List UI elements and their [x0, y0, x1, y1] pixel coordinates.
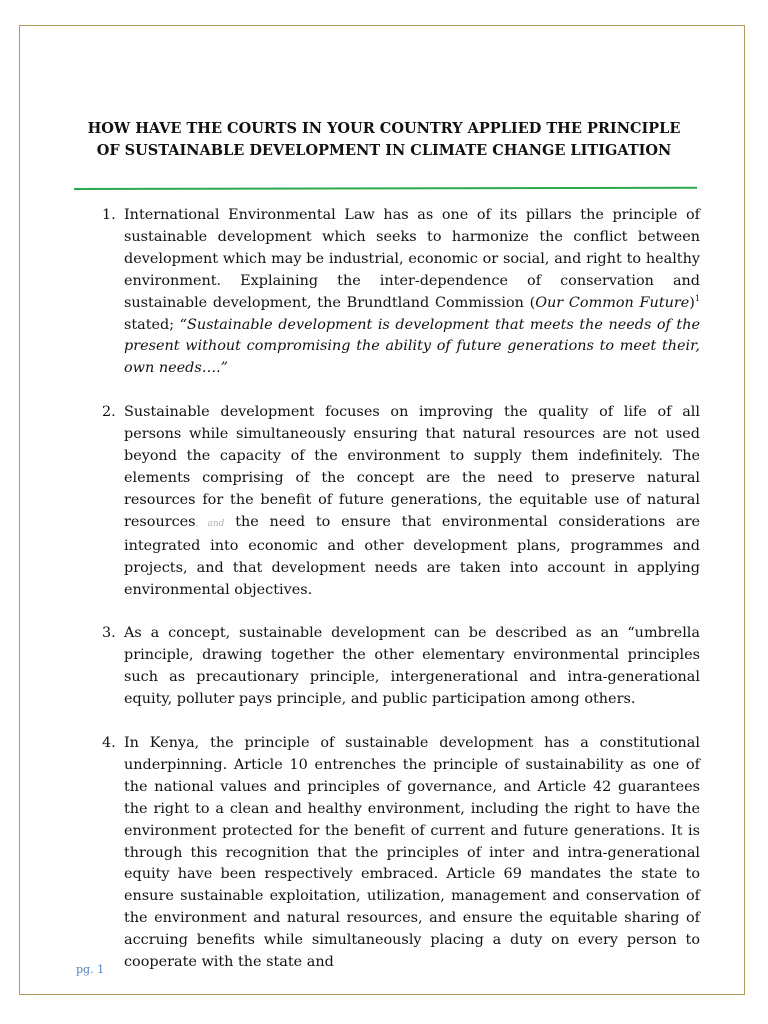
footnote-marker[interactable]: 1	[694, 293, 700, 303]
paragraph-number: 4.	[102, 735, 116, 752]
paragraph-text: )	[689, 294, 695, 311]
paragraph-number: 1.	[102, 207, 116, 223]
page-number: pg. 1	[76, 963, 105, 976]
title-line-2: OF SUSTAINABLE DEVELOPMENT IN CLIMATE CHANGE LITIGATION	[96, 142, 672, 159]
paragraph-text: In Kenya, the principle of sustainable development has a constitutional underpinning. Article 10 entrenches the principle of sustainability as one of the national values and principles of governance, and Article 42 guarantees the right to a clean and healthy environment, including the right to have the environment protected for the benefit of current and future generations. It is through this recognition that the principles of inter and intra-generational equity have been respectively embraced. Article 69 mandates the state to ensure sustainable exploitation, utilization, management and conservation of the environment and natural resources, and ensure the equitable sharing of accruing benefits while simultaneously placing a duty on every person to cooperate with the state and	[124, 735, 700, 971]
paragraph-text: As a concept, sustainable development can be described as an “umbrella principle, drawing together the other elementary environmental principles such as precautionary principle, intergenerational and intra-generational equity, polluter pays principle, and public participation among others.	[124, 625, 700, 708]
title-line-1: HOW HAVE THE COURTS IN YOUR COUNTRY APPLIED THE PRINCIPLE	[87, 120, 681, 137]
paragraph-3	[102, 623, 700, 711]
paragraph-text: International Environmental Law has as one of its pillars the principle of sustainable development which seeks to harmonize the conflict between development which may be industrial, economic or social, and right to healthy environment. Explaining the inter-dependence of conservation and sustainable development, the Brundtland Commission (	[124, 207, 700, 311]
paragraph-4	[102, 733, 700, 974]
paragraph-number: 2.	[102, 404, 116, 421]
document-title	[60, 118, 708, 162]
paragraph-2	[102, 402, 700, 601]
tracked-insertion: , and	[195, 518, 225, 529]
brundtland-quote: “Sustainable development is development that meets the needs of the present without compromising the ability of future generations to meet their, own needs….”	[124, 316, 700, 377]
paragraph-number: 3.	[102, 625, 116, 642]
paragraph-text: Sustainable development focuses on improving the quality of life of all persons while simultaneously ensuring that natural resources are not used beyond the capacity of the environment to supply them indefinitely. The elements comprising of the concept are the need to preserve natural resources for the benefit of future generations, the equitable use of natural resources	[124, 404, 700, 530]
paragraph-text: stated;	[124, 316, 180, 333]
document-body	[102, 205, 700, 996]
paragraph-1	[102, 205, 700, 380]
paragraph-text: the need to ensure that environmental considerations are integrated into economic and other development plans, programmes and projects, and that development needs are taken into account in applying environmental objectives.	[124, 513, 700, 598]
book-title: Our Common Future	[535, 294, 690, 311]
